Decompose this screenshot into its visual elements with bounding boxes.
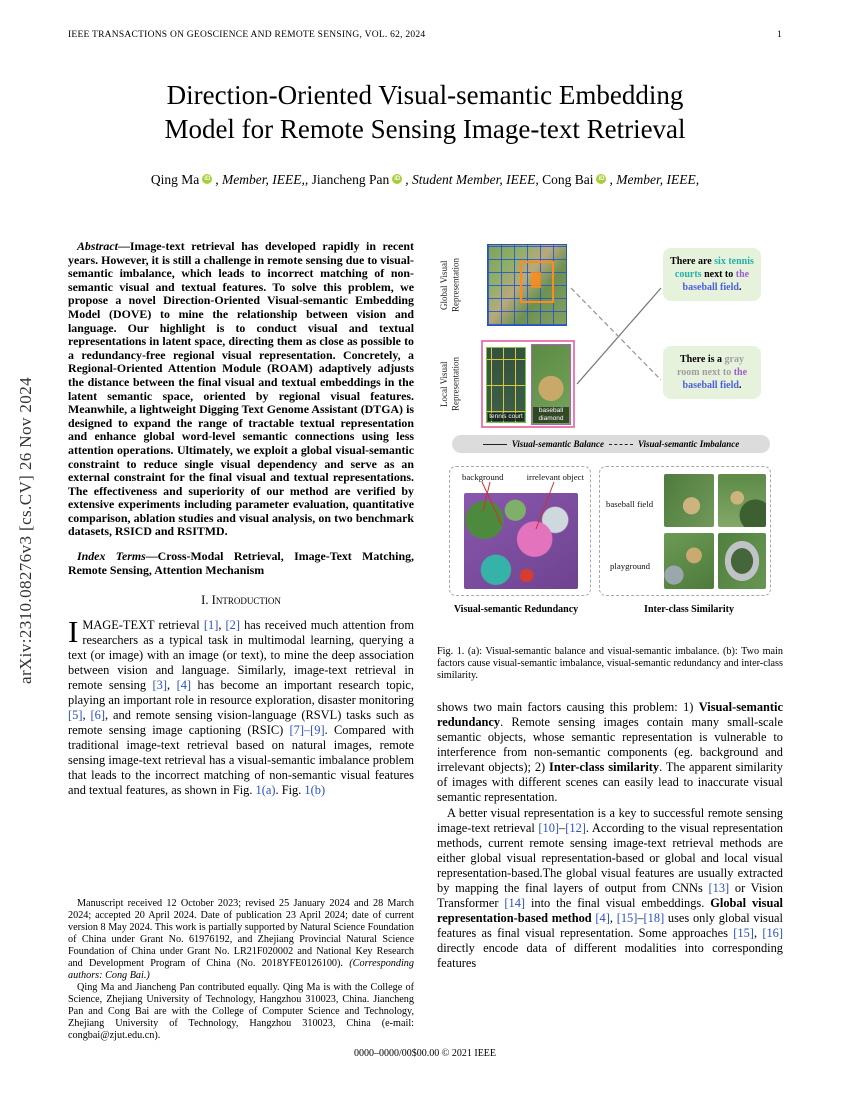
citation-link[interactable]: [13] [708,880,730,895]
orcid-icon[interactable]: iD [204,176,211,182]
aerial-image-playground-2 [718,533,766,589]
citation-link[interactable]: 1(b) [304,783,326,798]
left-column [68,240,414,1042]
text-segment: the [733,367,748,378]
author-name: Jiancheng Pan [311,172,390,187]
abstract [68,240,414,539]
text-segment: , and remote sensing vision-language (RSVL) tasks such as remote sensing image captioning (RSIC) [68,708,414,738]
arxiv-watermark: arXiv:2310.08276v3 [cs.CV] 26 Nov 2024 [16,376,35,684]
text-segment: or Vision Transformer [437,880,783,910]
text-segment: . [738,282,742,293]
crop-label: baseball diamond [533,407,569,423]
text-segment: Manuscript received 12 October 2023; revised 25 January 2024 and 28 March 2024; accepted 20 April 2024. Date of publication 23 April 2024; date of current version 8 May 2024. This work is partially supported by Natural Science Foundation of China under Grant No. 61976192, and Zhejiang Provincial Natural Science Foundation of China under Grant No. LR21F020002 and National Key Research and Development Program of China (No. 2018YFE0126100). [68,898,414,969]
text-segment: Inter-class similarity [549,759,660,774]
paper-title [0,78,850,146]
drop-cap: I [68,614,79,650]
running-header [68,30,782,40]
title-line1: Direction-Oriented Visual-semantic Embedding [166,80,684,110]
text-segment: (Corresponding authors: Cong Bai.) [68,958,414,981]
right-paragraph-2 [437,806,783,971]
dashed-line-sample [609,444,633,445]
text-segment: , [609,910,617,925]
citation-link[interactable]: [7]–[9] [289,723,325,738]
text-segment: . Fig. [275,783,305,798]
text-segment: has received much attention from researchers as a typical task in multimodal learning, querying a text (or image) with an image (or text), to mine the deep association between vision and language. Similarly, image-text retrieval in remote sensing [68,618,414,693]
author-name: Qing Ma [150,172,200,187]
citation-link[interactable]: [4] [595,910,610,925]
citation-link[interactable]: [2] [225,618,240,633]
intro-paragraph [68,614,414,798]
segmentation-image [464,493,578,589]
orcid-icon[interactable]: iD [394,176,401,182]
aerial-image-playground-1 [664,533,714,589]
footnote-manuscript [68,898,414,982]
title-line2: Model for Remote Sensing Image-text Retrieval [164,114,686,144]
legend-balance-label: Visual-semantic Balance [511,439,604,449]
index-terms-text: —Cross-Modal Retrieval, Image-Text Matching, Remote Sensing, Attention Mechanism [68,549,414,577]
author-name: Cong Bai [542,172,594,187]
author-role: , Student Member, IEEE, [405,172,543,187]
label-baseball-field: baseball field [606,499,654,509]
text-segment: directly encode data of different modalities into corresponding features [437,940,783,970]
row-label-global: Global Visual Representation [439,258,461,312]
citation-link[interactable]: [18] [643,910,665,925]
text-segment: six tennis courts [674,256,754,280]
index-terms-label: Index Terms [77,549,146,564]
text-segment: has become an important research topic, playing an important role in resource exploration, disaster monitoring [68,678,414,708]
right-paragraph-1 [437,700,783,805]
citation-link[interactable]: [15] [733,925,754,940]
text-segment: , [167,678,177,693]
figure-1-caption: Fig. 1. (a): Visual-semantic balance and visual-semantic imbalance. (b): Two main factors cause visual-semantic imbalance, visual-semantic redundancy and inter-class similarity. [437,646,783,682]
abstract-label: Abstract [77,239,118,253]
crop-label: tennis court [489,413,523,420]
text-segment: . Compared with traditional image-text retrieval based on natural images, remote sensing image-text retrieval has a visual-semantic imbalance problem that leads to the incorrect matching of non-semantic visual features and textual features, as shown in Fig. [68,723,414,798]
tennis-court-crop [486,347,526,423]
citation-link[interactable]: [16] [762,925,784,940]
text-segment: next to [699,367,734,378]
section-heading-introduction: I. Introduction [201,593,281,608]
author-role: , Member, IEEE,, [215,172,312,187]
journal-name: IEEE TRANSACTIONS ON GEOSCIENCE AND REMOTE SENSING, VOL. 62, 2024 [68,30,426,40]
text-segment: uses only global visual features as final visual representation. Some approaches [437,910,783,940]
figure-1b [437,464,783,636]
text-segment: gray room [676,354,744,378]
footnotes [68,890,414,1042]
subcaption-similarity: Inter-class Similarity [644,604,734,615]
text-segment: shows two main factors causing this problem: 1) [437,699,699,714]
citation-link[interactable]: [4] [176,678,192,693]
similarity-box [599,466,771,596]
figure-1 [437,240,783,636]
text-segment: . According to the visual representation methods, current remote sensing image-text retrieval methods are either global visual representation-based or global and local visual representation-based.The global visual features are usually extracted by mapping the final layers of output from CNNs [437,820,783,895]
highlight-box [520,261,554,303]
subcaption-redundancy: Visual-semantic Redundancy [453,604,579,615]
label-playground: playground [610,561,651,571]
text-segment: . [738,380,742,391]
citation-link[interactable]: [10] [538,820,560,835]
global-visual-image [487,244,567,326]
text-segment: – [637,910,644,925]
aerial-image-baseball-1 [664,474,714,527]
text-segment: baseball field [682,282,739,293]
figure-legend [452,435,770,453]
citation-link[interactable]: 1(a) [255,783,276,798]
redundancy-box [449,466,591,596]
baseball-diamond-crop [531,344,571,425]
footnote-affiliations: Qing Ma and Jiancheng Pan contributed equally. Qing Ma is with the College of Science, Zhejiang University of Technology, Hangzhou 310023, China. Jiancheng Pan and Cong Bai are with the College of Computer Science and Technology, Zhejiang University of Technology, Hangzhou 310023, China (e-mail: congbai@zjut.edu.cn). [68,982,414,1041]
local-visual-images [481,340,575,428]
text-segment: MAGE-TEXT retrieval [82,618,204,633]
text-segment: – [559,820,566,835]
label-background: background [462,472,504,482]
solid-line-sample [483,444,507,445]
text-segment: the [735,269,750,280]
text-segment: next to [701,269,736,280]
page-number: 1 [777,30,782,40]
text-segment: , [82,708,91,723]
right-column [437,240,783,1042]
index-terms [68,550,414,577]
author-role: , Member, IEEE, [609,172,700,187]
caption-box-imbalance [663,346,761,399]
text-segment: A better visual representation is a key to successful remote sensing image-text retrieval [437,805,783,835]
text-segment: , [753,925,763,940]
citation-link[interactable]: [12] [565,820,586,835]
citation-link[interactable]: [1] [203,618,219,633]
text-segment: into the final visual embeddings. [525,895,711,910]
text-segment: . The apparent similarity of images with different scenes can easily lead to inaccurate visual semantic representation. [437,759,783,804]
text-segment: There are [670,256,715,267]
text-segment: There is a [680,354,725,365]
label-irrelevant-object: irrelevant object [526,472,584,482]
row-label-local: Local Visual Representation [439,357,461,411]
aerial-image-baseball-2 [718,474,766,527]
copyright-line: 0000–0000/00$00.00 © 2021 IEEE [353,1048,497,1059]
citation-link[interactable]: [14] [504,895,526,910]
text-segment: Global visual representation-based method [437,895,783,925]
figure-1a [437,240,783,458]
citation-link[interactable]: [6] [90,708,105,723]
abstract-text: —Image-text retrieval has developed rapidly in recent years. However, it is still a challenge in remote sensing due to visual-semantic imbalance, which leads to incorrect matching of non-semantic visual and textual features. To solve this problem, we propose a novel Direction-Oriented Visual-semantic Embedding Model (DOVE) to mine the relationship between vision and language. Our highlight is to conduct visual and textual representations in latent space, directing them as close as possible to a redundancy-free regional visual representation. Concretely, a Regional-Oriented Attention Module (ROAM) adaptively adjusts the distance between the final visual and textual embeddings in the latent semantic space, oriented by regional visual features. Meanwhile, a lightweight Digging Text Genome Assistant (DTGA) is designed to expand the range of tractable textual representation and enhance global word-level semantic connections using less attention operations. Ultimately, we exploit a global visual-semantic constraint to reduce single visual dependency and serve as an external constraint for the final visual and textual representations. The effectiveness and superiority of our method are verified by extensive experiments including parameter evaluation, quantitative comparison, ablation studies and visual analysis, on two benchmark datasets, RSICD and RSITMD. [68,239,414,539]
text-segment: , [218,618,226,633]
text-segment: baseball field [682,380,739,391]
legend-imbalance-label: Visual-semantic Imbalance [638,439,740,449]
text-segment: Visual-semantic redundancy [437,699,783,729]
intro-text [68,614,414,798]
orcid-icon[interactable]: iD [598,176,605,182]
text-segment: . Remote sensing images contain many small-scale semantic objects, whose semantic representation is vulnerable to interference from non-semantic components (eg. background and irrelevant objects); 2) [437,714,783,774]
author-line [0,172,850,188]
citation-link[interactable]: [3] [152,678,167,693]
caption-box-balance [663,248,761,301]
citation-link[interactable]: [5] [68,708,83,723]
citation-link[interactable]: [15] [616,910,638,925]
